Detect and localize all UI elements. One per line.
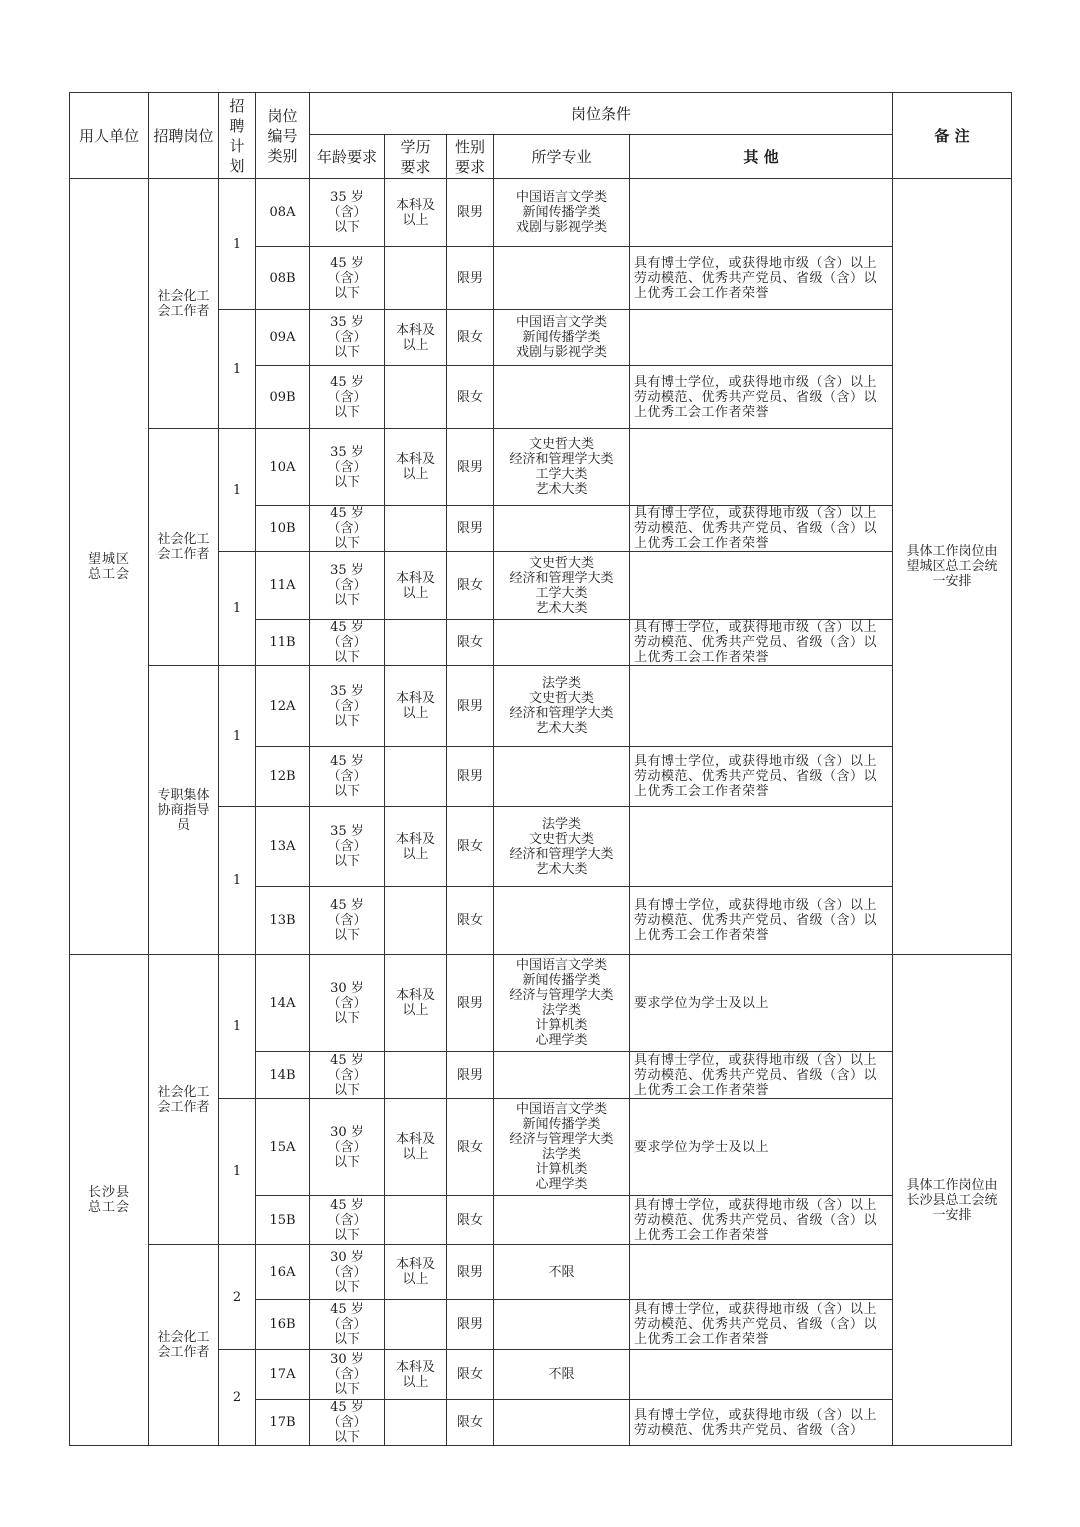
unit-cell: 长沙县 总工会 — [70, 955, 149, 1446]
edu-cell: 本科及 以上 — [385, 1245, 447, 1300]
header-post: 招聘岗位 — [149, 93, 219, 179]
gender-cell: 限男 — [447, 506, 494, 552]
gender-cell: 限男 — [447, 955, 494, 1052]
code-cell: 08B — [256, 247, 310, 310]
age-cell: 45 岁（含） 以下 — [310, 747, 385, 807]
code-cell: 11B — [256, 620, 310, 666]
other-cell — [630, 1350, 893, 1400]
plan-count-cell: 1 — [219, 666, 256, 807]
major-cell — [494, 247, 630, 310]
header-plan: 招 聘 计 划 — [219, 93, 256, 179]
age-cell: 35 岁（含） 以下 — [310, 179, 385, 247]
plan-count-cell: 1 — [219, 179, 256, 310]
other-cell: 具有博士学位，或获得地市级（含）以上劳动模范、优秀共产党员、省级（含） — [630, 1400, 893, 1446]
major-cell — [494, 366, 630, 429]
header-unit: 用人单位 — [70, 93, 149, 179]
remark-cell: 具体工作岗位由 长沙县总工会统 一安排 — [893, 955, 1012, 1446]
other-cell — [630, 807, 893, 887]
other-cell: 要求学位为学士及以上 — [630, 1099, 893, 1196]
remark-cell: 具体工作岗位由 望城区总工会统 一安排 — [893, 179, 1012, 955]
major-cell: 不限 — [494, 1245, 630, 1300]
table-body — [70, 179, 1012, 1446]
gender-cell: 限女 — [447, 310, 494, 366]
gender-cell: 限女 — [447, 807, 494, 887]
other-cell: 具有博士学位，或获得地市级（含）以上劳动模范、优秀共产党员、省级（含）以上优秀工会工作者荣誉 — [630, 1196, 893, 1245]
major-cell — [494, 620, 630, 666]
major-cell: 中国语言文学类 新闻传播学类 经济与管理学大类 法学类 计算机类 心理学类 — [494, 955, 630, 1052]
major-cell: 文史哲大类 经济和管理学大类 工学大类 艺术大类 — [494, 552, 630, 620]
table-row — [70, 955, 1012, 1052]
edu-cell — [385, 247, 447, 310]
edu-cell: 本科及 以上 — [385, 429, 447, 506]
code-cell: 16A — [256, 1245, 310, 1300]
code-cell: 17A — [256, 1350, 310, 1400]
post-cell: 社会化工 会工作者 — [149, 955, 219, 1245]
gender-cell: 限女 — [447, 1099, 494, 1196]
post-cell: 社会化工 会工作者 — [149, 429, 219, 666]
edu-cell: 本科及 以上 — [385, 807, 447, 887]
code-cell: 12B — [256, 747, 310, 807]
gender-cell: 限女 — [447, 1350, 494, 1400]
header-age: 年龄要求 — [310, 135, 385, 179]
age-cell: 35 岁（含） 以下 — [310, 552, 385, 620]
table-row — [70, 429, 1012, 506]
table-row — [70, 179, 1012, 247]
edu-cell: 本科及 以上 — [385, 666, 447, 747]
code-cell: 10A — [256, 429, 310, 506]
major-cell — [494, 1300, 630, 1350]
age-cell: 35 岁（含） 以下 — [310, 666, 385, 747]
age-cell: 45 岁（含） 以下 — [310, 1400, 385, 1446]
age-cell: 45 岁（含） 以下 — [310, 506, 385, 552]
code-cell: 13A — [256, 807, 310, 887]
gender-cell: 限男 — [447, 666, 494, 747]
header-gender: 性别 要求 — [447, 135, 494, 179]
header-remark: 备 注 — [893, 93, 1012, 179]
code-cell: 11A — [256, 552, 310, 620]
code-cell: 15B — [256, 1196, 310, 1245]
plan-count-cell: 1 — [219, 552, 256, 666]
code-cell: 10B — [256, 506, 310, 552]
table-row — [70, 1245, 1012, 1300]
age-cell: 35 岁（含） 以下 — [310, 429, 385, 506]
plan-count-cell: 1 — [219, 955, 256, 1099]
edu-cell — [385, 1196, 447, 1245]
other-cell: 具有博士学位，或获得地市级（含）以上劳动模范、优秀共产党员、省级（含）以上优秀工会工作者荣誉 — [630, 887, 893, 955]
age-cell: 45 岁（含） 以下 — [310, 887, 385, 955]
major-cell: 法学类 文史哲大类 经济和管理学大类 艺术大类 — [494, 807, 630, 887]
gender-cell: 限男 — [447, 429, 494, 506]
unit-cell: 望城区 总工会 — [70, 179, 149, 955]
other-cell: 具有博士学位，或获得地市级（含）以上劳动模范、优秀共产党员、省级（含）以上优秀工会工作者荣誉 — [630, 747, 893, 807]
major-cell — [494, 1400, 630, 1446]
table-row — [70, 666, 1012, 747]
gender-cell: 限男 — [447, 1245, 494, 1300]
major-cell — [494, 1196, 630, 1245]
gender-cell: 限女 — [447, 552, 494, 620]
age-cell: 30 岁（含） 以下 — [310, 1350, 385, 1400]
other-cell — [630, 666, 893, 747]
recruitment-table — [69, 92, 1012, 1446]
code-cell: 13B — [256, 887, 310, 955]
header-other: 其 他 — [630, 135, 893, 179]
major-cell: 文史哲大类 经济和管理学大类 工学大类 艺术大类 — [494, 429, 630, 506]
plan-count-cell: 1 — [219, 807, 256, 955]
code-cell: 16B — [256, 1300, 310, 1350]
other-cell — [630, 429, 893, 506]
major-cell: 中国语言文学类 新闻传播学类 戏剧与影视学类 — [494, 179, 630, 247]
header-conditions: 岗位条件 — [310, 93, 893, 135]
edu-cell — [385, 1052, 447, 1099]
edu-cell: 本科及 以上 — [385, 310, 447, 366]
age-cell: 45 岁（含） 以下 — [310, 1300, 385, 1350]
gender-cell: 限男 — [447, 179, 494, 247]
other-cell: 要求学位为学士及以上 — [630, 955, 893, 1052]
age-cell: 45 岁（含） 以下 — [310, 366, 385, 429]
gender-cell: 限女 — [447, 1196, 494, 1245]
edu-cell — [385, 620, 447, 666]
edu-cell: 本科及 以上 — [385, 1350, 447, 1400]
gender-cell: 限男 — [447, 1052, 494, 1099]
edu-cell — [385, 887, 447, 955]
code-cell: 14A — [256, 955, 310, 1052]
age-cell: 45 岁（含） 以下 — [310, 1052, 385, 1099]
header-major: 所学专业 — [494, 135, 630, 179]
plan-count-cell: 1 — [219, 429, 256, 552]
other-cell: 具有博士学位，或获得地市级（含）以上劳动模范、优秀共产党员、省级（含）以上优秀工会工作者荣誉 — [630, 620, 893, 666]
major-cell — [494, 747, 630, 807]
code-cell: 09A — [256, 310, 310, 366]
code-cell: 17B — [256, 1400, 310, 1446]
edu-cell — [385, 1300, 447, 1350]
header-code: 岗位 编号 类别 — [256, 93, 310, 179]
plan-count-cell: 1 — [219, 1099, 256, 1245]
table-header — [70, 93, 1012, 179]
other-cell — [630, 1245, 893, 1300]
edu-cell: 本科及 以上 — [385, 179, 447, 247]
code-cell: 14B — [256, 1052, 310, 1099]
other-cell — [630, 310, 893, 366]
other-cell: 具有博士学位，或获得地市级（含）以上劳动模范、优秀共产党员、省级（含）以上优秀工会工作者荣誉 — [630, 1052, 893, 1099]
plan-count-cell: 2 — [219, 1245, 256, 1350]
gender-cell: 限男 — [447, 247, 494, 310]
major-cell: 中国语言文学类 新闻传播学类 戏剧与影视学类 — [494, 310, 630, 366]
gender-cell: 限女 — [447, 366, 494, 429]
header-edu: 学历 要求 — [385, 135, 447, 179]
major-cell — [494, 1052, 630, 1099]
other-cell: 具有博士学位，或获得地市级（含）以上劳动模范、优秀共产党员、省级（含）以上优秀工会工作者荣誉 — [630, 506, 893, 552]
age-cell: 30 岁（含） 以下 — [310, 955, 385, 1052]
other-cell: 具有博士学位，或获得地市级（含）以上劳动模范、优秀共产党员、省级（含）以上优秀工会工作者荣誉 — [630, 1300, 893, 1350]
major-cell: 不限 — [494, 1350, 630, 1400]
major-cell — [494, 887, 630, 955]
edu-cell — [385, 747, 447, 807]
age-cell: 30 岁（含） 以下 — [310, 1245, 385, 1300]
edu-cell — [385, 506, 447, 552]
code-cell: 12A — [256, 666, 310, 747]
major-cell: 中国语言文学类 新闻传播学类 经济与管理学大类 法学类 计算机类 心理学类 — [494, 1099, 630, 1196]
plan-count-cell: 2 — [219, 1350, 256, 1446]
edu-cell: 本科及 以上 — [385, 1099, 447, 1196]
other-cell: 具有博士学位，或获得地市级（含）以上劳动模范、优秀共产党员、省级（含）以上优秀工会工作者荣誉 — [630, 366, 893, 429]
age-cell: 45 岁（含） 以下 — [310, 1196, 385, 1245]
age-cell: 35 岁（含） 以下 — [310, 310, 385, 366]
code-cell: 15A — [256, 1099, 310, 1196]
post-cell: 社会化工 会工作者 — [149, 179, 219, 429]
code-cell: 08A — [256, 179, 310, 247]
gender-cell: 限女 — [447, 1400, 494, 1446]
edu-cell — [385, 366, 447, 429]
age-cell: 45 岁（含） 以下 — [310, 247, 385, 310]
gender-cell: 限女 — [447, 887, 494, 955]
age-cell: 35 岁（含） 以下 — [310, 807, 385, 887]
age-cell: 30 岁（含） 以下 — [310, 1099, 385, 1196]
edu-cell — [385, 1400, 447, 1446]
gender-cell: 限男 — [447, 747, 494, 807]
other-cell: 具有博士学位，或获得地市级（含）以上劳动模范、优秀共产党员、省级（含）以上优秀工会工作者荣誉 — [630, 247, 893, 310]
other-cell — [630, 552, 893, 620]
plan-count-cell: 1 — [219, 310, 256, 429]
post-cell: 专职集体 协商指导 员 — [149, 666, 219, 955]
major-cell: 法学类 文史哲大类 经济和管理学大类 艺术大类 — [494, 666, 630, 747]
gender-cell: 限女 — [447, 620, 494, 666]
edu-cell: 本科及 以上 — [385, 552, 447, 620]
major-cell — [494, 506, 630, 552]
age-cell: 45 岁（含） 以下 — [310, 620, 385, 666]
gender-cell: 限男 — [447, 1300, 494, 1350]
post-cell: 社会化工 会工作者 — [149, 1245, 219, 1446]
edu-cell: 本科及 以上 — [385, 955, 447, 1052]
code-cell: 09B — [256, 366, 310, 429]
other-cell — [630, 179, 893, 247]
